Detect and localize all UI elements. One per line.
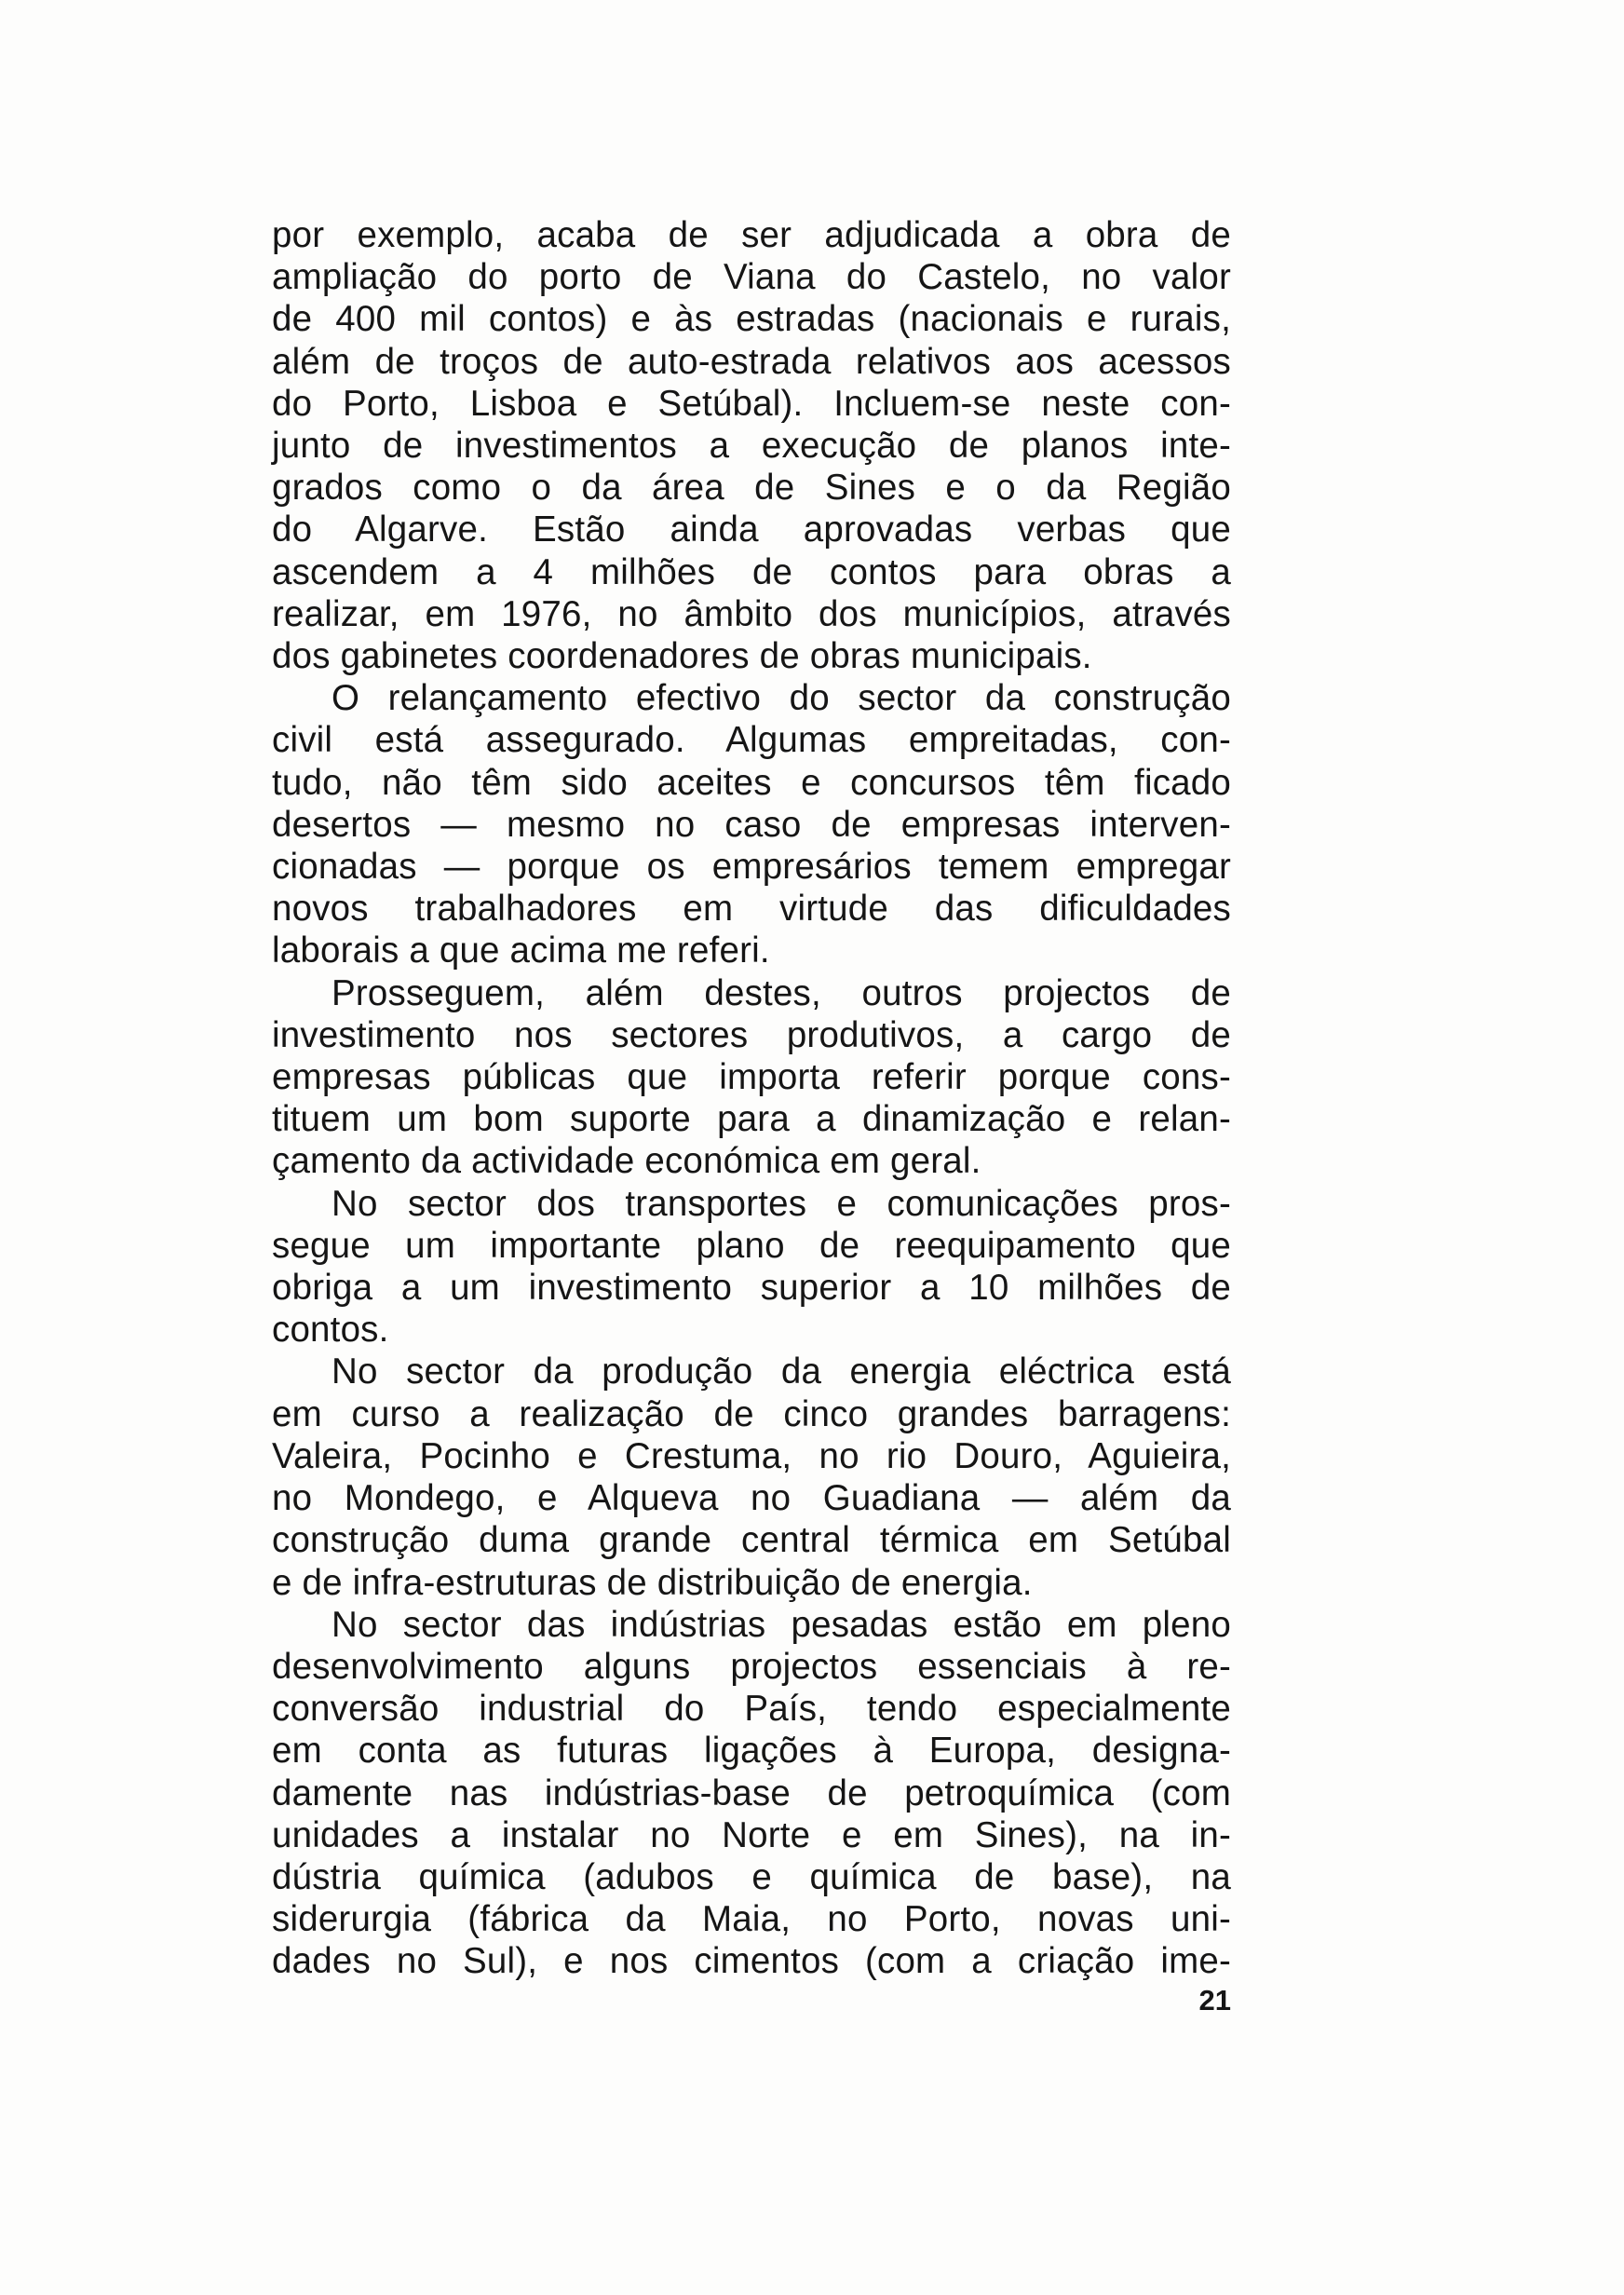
text-line: contos. xyxy=(272,1310,389,1351)
text-line: cionadas — porque os empresários temem empregar xyxy=(272,847,1231,888)
text-line: Prosseguem, além destes, outros projectos de xyxy=(332,972,1231,1013)
text-line: siderurgia (fábrica da Maia, no Porto, novas uni- xyxy=(272,1899,1231,1940)
paragraph-3 xyxy=(272,972,1231,1183)
text-line: além de troços de auto-estrada relativos aos acessos xyxy=(272,341,1231,382)
text-line: e de infra-estruturas de distribuição de energia. xyxy=(272,1562,1033,1603)
paragraph-6 xyxy=(272,1604,1231,1983)
text-line: desenvolvimento alguns projectos essenciais à re- xyxy=(272,1646,1231,1687)
paragraph-1 xyxy=(272,214,1231,677)
text-line: Valeira, Pocinho e Crestuma, no rio Douro, Aguieira, xyxy=(272,1435,1231,1476)
text-line: ascendem a 4 milhões de contos para obras a xyxy=(272,551,1231,592)
text-line: investimento nos sectores produtivos, a cargo de xyxy=(272,1014,1231,1055)
text-line: No sector das indústrias pesadas estão em pleno xyxy=(332,1604,1231,1645)
text-line: empresas públicas que importa referir porque cons- xyxy=(272,1057,1231,1098)
text-line: do Porto, Lisboa e Setúbal). Incluem-se neste con- xyxy=(272,383,1231,424)
paragraph-4 xyxy=(272,1183,1231,1351)
text-line: damente nas indústrias-base de petroquímica (com xyxy=(272,1772,1231,1813)
text-line: novos trabalhadores em virtude das dificuldades xyxy=(272,889,1231,930)
text-line: conversão industrial do País, tendo especialmente xyxy=(272,1689,1231,1730)
text-line: obriga a um investimento superior a 10 milhões de xyxy=(272,1268,1231,1309)
text-line: construção duma grande central térmica em Setúbal xyxy=(272,1520,1231,1561)
text-line: dades no Sul), e nos cimentos (com a criação ime- xyxy=(272,1941,1231,1982)
text-line: de 400 mil contos) e às estradas (nacionais e rurais, xyxy=(272,299,1231,340)
text-line: dos gabinetes coordenadores de obras municipais. xyxy=(272,636,1092,677)
text-line: laborais a que acima me referi. xyxy=(272,930,770,971)
text-line: tituem um bom suporte para a dinamização e relan- xyxy=(272,1099,1231,1140)
text-line: em conta as futuras ligações à Europa, designa- xyxy=(272,1731,1231,1772)
text-line: ampliação do porto de Viana do Castelo, no valor xyxy=(272,257,1231,298)
text-line: No sector dos transportes e comunicações pros- xyxy=(332,1183,1231,1224)
text-line: junto de investimentos a execução de planos inte- xyxy=(272,426,1231,467)
paragraph-2 xyxy=(272,677,1231,971)
body-text xyxy=(272,214,1231,1983)
text-line: desertos — mesmo no caso de empresas interven- xyxy=(272,804,1231,845)
text-line: dústria química (adubos e química de base), na xyxy=(272,1856,1231,1897)
text-line: no Mondego, e Alqueva no Guadiana — além da xyxy=(272,1478,1231,1519)
text-line: çamento da actividade económica em geral. xyxy=(272,1141,981,1182)
text-line: do Algarve. Estão ainda aprovadas verbas que xyxy=(272,509,1231,550)
text-line: por exemplo, acaba de ser adjudicada a obra de xyxy=(272,215,1231,255)
text-line: em curso a realização de cinco grandes barragens: xyxy=(272,1393,1231,1434)
text-line: civil está assegurado. Algumas empreitadas, con- xyxy=(272,720,1231,761)
text-line: grados como o da área de Sines e o da Região xyxy=(272,468,1231,509)
page-number: 21 xyxy=(1198,1984,1231,2017)
text-line: realizar, em 1976, no âmbito dos municípios, através xyxy=(272,593,1231,634)
text-line: segue um importante plano de reequipamento que xyxy=(272,1225,1231,1266)
paragraph-5 xyxy=(272,1351,1231,1603)
text-line: unidades a instalar no Norte e em Sines), na in- xyxy=(272,1814,1231,1855)
text-line: O relançamento efectivo do sector da construção xyxy=(332,678,1231,719)
text-line: No sector da produção da energia eléctrica está xyxy=(332,1351,1231,1392)
text-line: tudo, não têm sido aceites e concursos têm ficado xyxy=(272,762,1231,803)
